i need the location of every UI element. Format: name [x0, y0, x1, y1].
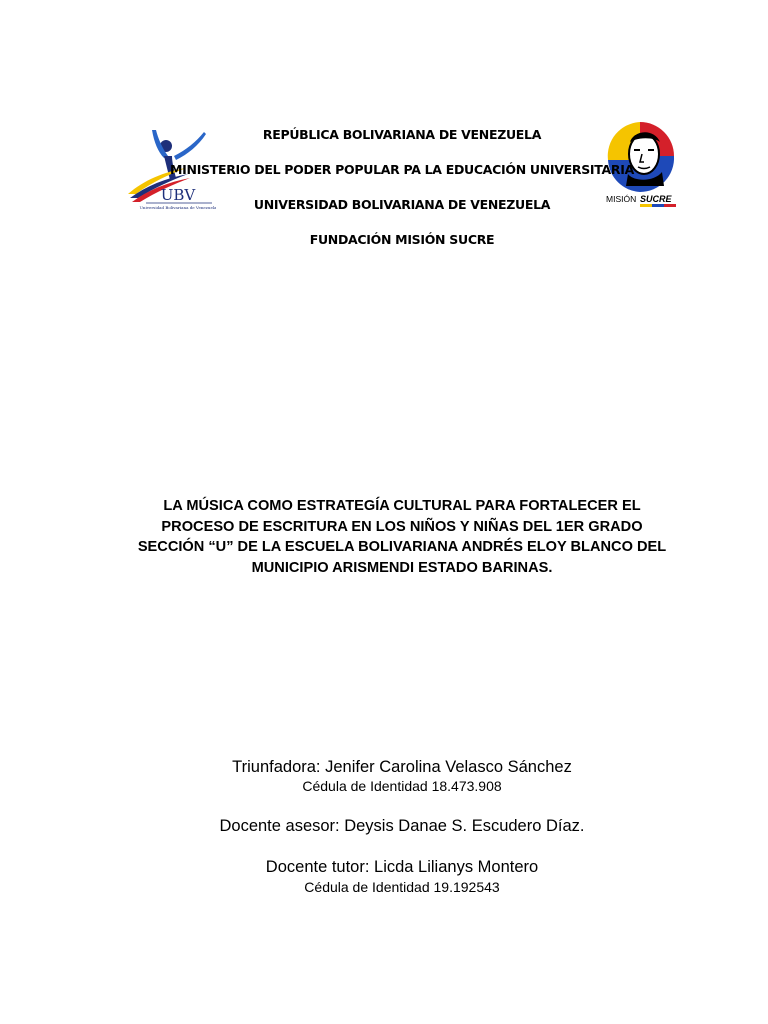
title-line-3: SECCIÓN “U” DE LA ESCUELA BOLIVARIANA ANDRÉS ELOY BLANCO DEL: [137, 539, 667, 555]
document-title: [100, 496, 704, 578]
header-republic: REPÚBLICA BOLIVARIANA DE VENEZUELA: [262, 127, 542, 142]
mision-text: MISIÓN: [606, 194, 637, 204]
ubv-logo-text: UBV: [160, 186, 196, 204]
advisor-name: Docente asesor: Deysis Danae S. Escudero Díaz.: [219, 817, 585, 835]
title-line-2: PROCESO DE ESCRITURA EN LOS NIÑOS Y NIÑAS DEL 1ER GRADO: [161, 518, 643, 535]
author-id: Cédula de Identidad 18.473.908: [302, 778, 502, 794]
author-name: Triunfadora: Jenifer Carolina Velasco Sánchez: [232, 758, 572, 776]
header-university: UNIVERSIDAD BOLIVARIANA DE VENEZUELA: [253, 197, 551, 212]
header-ministry: MINISTERIO DEL PODER POPULAR PA LA EDUCACIÓN UNIVERSITARIA: [170, 162, 634, 177]
title-line-1: LA MÚSICA COMO ESTRATEGÍA CULTURAL PARA FORTALECER EL: [163, 498, 641, 514]
header-foundation: FUNDACIÓN MISIÓN SUCRE: [309, 232, 495, 247]
sucre-text: SUCRE: [640, 194, 672, 204]
title-line-4: MUNICIPIO ARISMENDI ESTADO BARINAS.: [251, 559, 553, 576]
tutor-id: Cédula de Identidad 19.192543: [304, 879, 500, 895]
tutor-name: Docente tutor: Licda Lilianys Montero: [265, 858, 539, 876]
ubv-logo-subtext: Universidad Bolivariana de Venezuela: [139, 205, 216, 210]
